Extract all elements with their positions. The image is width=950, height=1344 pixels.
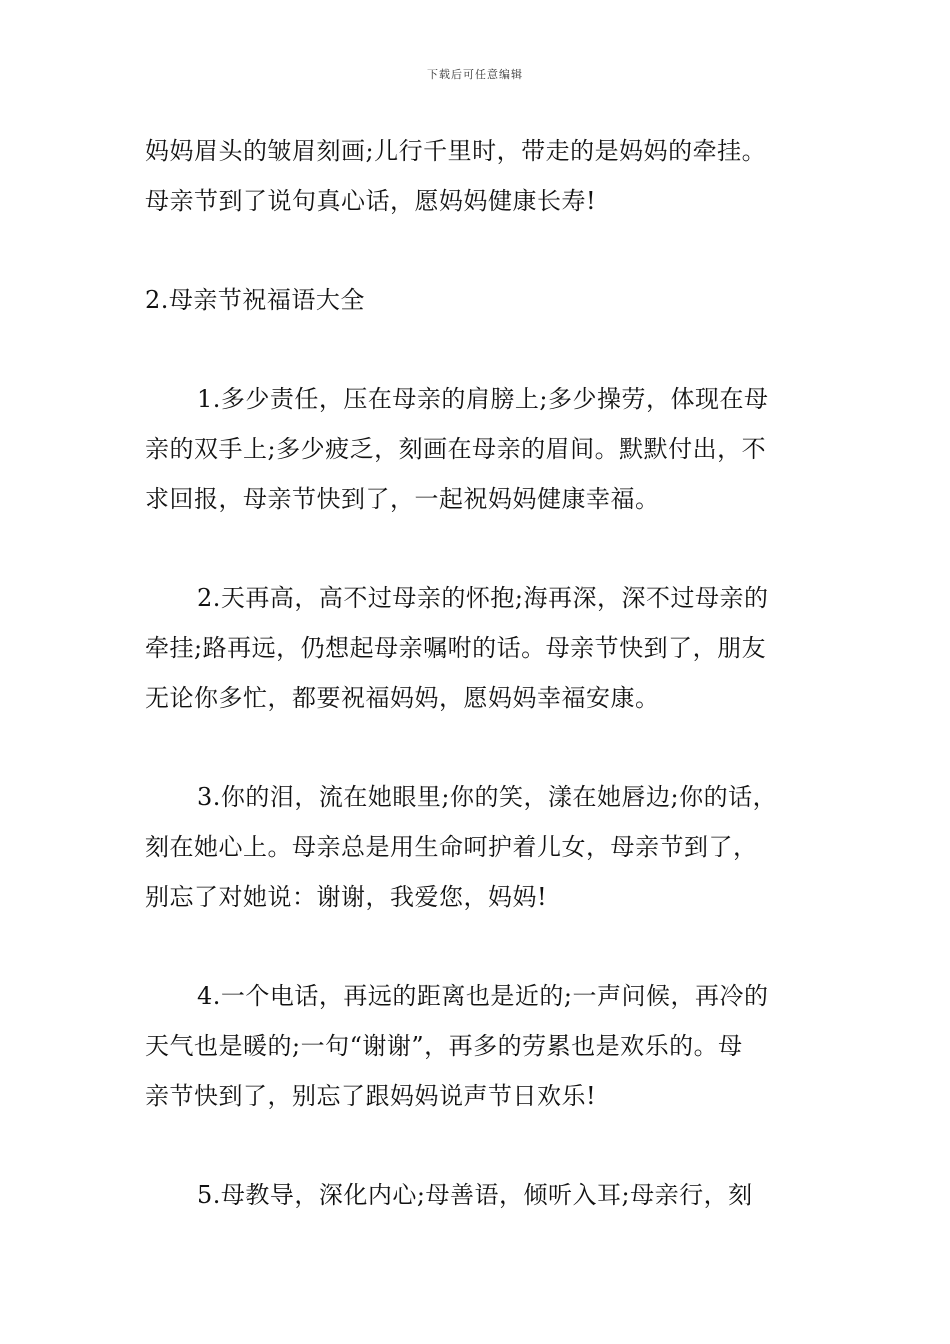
paragraph-2 bbox=[145, 573, 813, 723]
paragraph-4 bbox=[145, 971, 813, 1121]
paragraph-gap bbox=[145, 226, 813, 275]
intro-line: 母亲节到了说句真心话，愿妈妈健康长寿! bbox=[145, 187, 597, 215]
paragraph-line: 2.天再高，高不过母亲的怀抱;海再深，深不过母亲的 bbox=[197, 584, 769, 612]
paragraph-1 bbox=[145, 374, 813, 524]
paragraph-line: 4.一个电话，再远的距离也是近的;一声问候，再冷的 bbox=[197, 982, 769, 1010]
paragraph-3 bbox=[145, 772, 813, 922]
paragraph-gap bbox=[145, 723, 813, 772]
page-header: 下载后可任意编辑 bbox=[427, 68, 523, 81]
paragraph-line: 别忘了对她说：谢谢，我爱您，妈妈! bbox=[145, 883, 548, 911]
paragraph-line: 亲节快到了，别忘了跟妈妈说声节日欢乐! bbox=[145, 1082, 597, 1110]
paragraph-line: 5.母教导，深化内心;母善语，倾听入耳;母亲行，刻 bbox=[197, 1181, 753, 1209]
paragraph-line: 求回报，母亲节快到了，一起祝妈妈健康幸福。 bbox=[145, 485, 660, 513]
intro-line: 妈妈眉头的皱眉刻画;儿行千里时，带走的是妈妈的牵挂。 bbox=[145, 137, 767, 165]
section-heading: 2.母亲节祝福语大全 bbox=[145, 286, 365, 314]
paragraph-line: 亲的双手上;多少疲乏，刻画在母亲的眉间。默默付出，不 bbox=[145, 435, 767, 463]
paragraph-gap bbox=[145, 922, 813, 971]
paragraph-line: 牵挂;路再远，仍想起母亲嘱咐的话。母亲节快到了，朋友 bbox=[145, 634, 767, 662]
paragraph-gap bbox=[145, 524, 813, 573]
paragraph-line: 3.你的泪，流在她眼里;你的笑，漾在她唇边;你的话， bbox=[197, 783, 778, 811]
paragraph-line: 无论你多忙，都要祝福妈妈，愿妈妈幸福安康。 bbox=[145, 684, 660, 712]
document-body bbox=[145, 126, 813, 1220]
paragraph-5 bbox=[145, 1170, 813, 1220]
paragraph-line: 1.多少责任，压在母亲的肩膀上;多少操劳，体现在母 bbox=[197, 385, 769, 413]
paragraph-line: 刻在她心上。母亲总是用生命呵护着儿女，母亲节到了， bbox=[145, 833, 758, 861]
paragraph-gap bbox=[145, 325, 813, 374]
paragraph-line: 天气也是暖的;一句“谢谢”，再多的劳累也是欢乐的。母 bbox=[145, 1032, 743, 1060]
paragraph-gap bbox=[145, 1121, 813, 1170]
